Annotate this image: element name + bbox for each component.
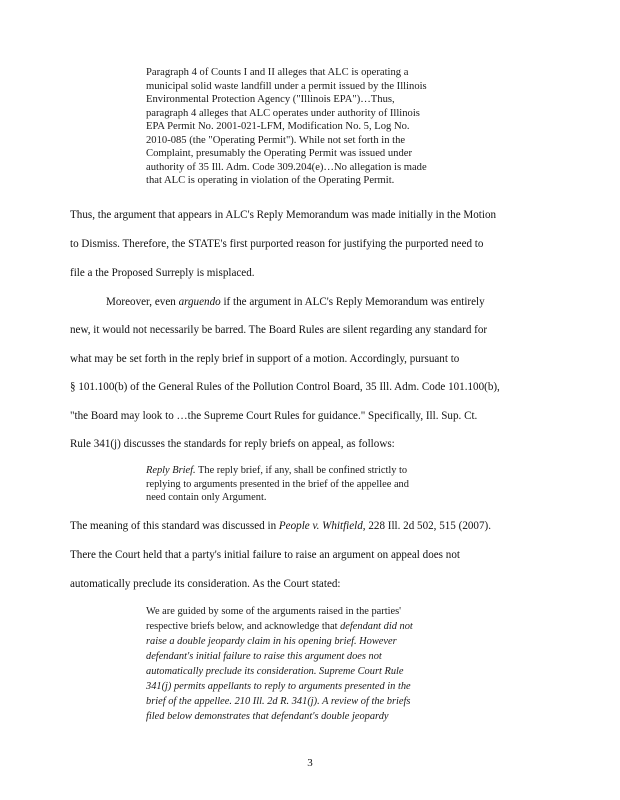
page-number: 3 — [307, 757, 313, 769]
text-span: Moreover, even — [106, 296, 179, 308]
italic-text: raise a double jeopardy claim in his opening brief. However — [146, 636, 397, 647]
quote-line — [146, 679, 413, 694]
quote-line: paragraph 4 alleges that ALC operates under authority of Illinois — [146, 107, 420, 119]
quote-line — [146, 464, 409, 478]
body-line: what may be set forth in the reply brief in support of a motion. Accordingly, pursuant to — [70, 353, 460, 365]
quote-line — [146, 619, 413, 634]
body-line: Rule 341(j) discusses the standards for reply briefs on appeal, as follows: — [70, 438, 395, 450]
case-citation: People v. Whitfield — [278, 520, 363, 532]
italic-text: 341(j) permits appellants to reply to arguments presented in the — [146, 681, 411, 692]
body-line — [70, 520, 491, 532]
quote-line: Complaint, presumably the Operating Permit was issued under — [146, 148, 412, 159]
text-span: if the argument in ALC's Reply Memorandum was entirely — [220, 296, 485, 308]
quote-line: replying to arguments presented in the brief of the appellee and — [146, 478, 409, 490]
italic-text: automatically preclude its consideration. Supreme Court Rule — [146, 666, 404, 677]
italic-term: Reply Brief. — [146, 465, 196, 476]
quote-line: We are guided by some of the arguments raised in the parties' — [146, 606, 402, 617]
quote-line: authority of 35 Ill. Adm. Code 309.204(e)…No allegation is made — [146, 161, 427, 173]
body-line: automatically preclude its consideration. As the Court stated: — [70, 578, 341, 590]
block-quote-whitfield — [146, 604, 413, 724]
quote-line — [146, 634, 413, 649]
text-span: , 228 Ill. 2d 502, 515 (2007). — [362, 520, 491, 532]
quote-line — [146, 649, 413, 664]
quote-line: Environmental Protection Agency ("Illinois EPA")…Thus, — [146, 94, 395, 105]
text-span: The reply brief, if any, shall be confined strictly to — [195, 465, 408, 476]
quote-line: that ALC is operating in violation of the Operating Permit. — [146, 175, 395, 186]
italic-text: defendant did not — [340, 621, 413, 632]
quote-line — [146, 694, 413, 709]
italic-text: defendant's initial failure to raise this argument does not — [146, 651, 382, 662]
body-line: § 101.100(b) of the General Rules of the Pollution Control Board, 35 Ill. Adm. Code 101.100(b), — [70, 381, 500, 393]
body-line: file a the Proposed Surreply is misplaced. — [70, 267, 255, 279]
italic-term: arguendo — [178, 296, 221, 308]
body-line: There the Court held that a party's initial failure to raise an argument on appeal does not — [70, 549, 460, 561]
text-span: The meaning of this standard was discussed in — [70, 520, 279, 532]
quote-line — [146, 709, 413, 724]
text-span: respective briefs below, and acknowledge that — [146, 621, 341, 632]
quote-line: need contain only Argument. — [146, 492, 267, 503]
italic-text: brief of the appellee. 210 Ill. 2d R. 341(j). A review of the briefs — [146, 696, 411, 707]
quote-line: 2010-085 (the "Operating Permit"). While not set forth in the — [146, 134, 406, 146]
quote-line: Paragraph 4 of Counts I and II alleges that ALC is operating a — [146, 67, 409, 78]
block-quote-operating-permit — [146, 66, 427, 188]
body-line: new, it would not necessarily be barred. The Board Rules are silent regarding any standard for — [70, 324, 488, 336]
body-line: Thus, the argument that appears in ALC's Reply Memorandum was made initially in the Motion — [70, 209, 497, 221]
quote-line — [146, 664, 413, 679]
quote-line: EPA Permit No. 2001-021-LFM, Modification No. 5, Log No. — [146, 121, 410, 132]
block-quote-reply-brief — [146, 464, 409, 505]
body-line: "the Board may look to …the Supreme Court Rules for guidance." Specifically, Ill. Sup. Ct. — [70, 410, 478, 422]
quote-line: municipal solid waste landfill under a permit issued by the Illinois — [146, 80, 427, 92]
italic-text: filed below demonstrates that defendant's double jeopardy — [146, 711, 389, 722]
body-line-indented — [106, 296, 485, 308]
body-line: to Dismiss. Therefore, the STATE's first purported reason for justifying the purported need to — [70, 238, 484, 250]
